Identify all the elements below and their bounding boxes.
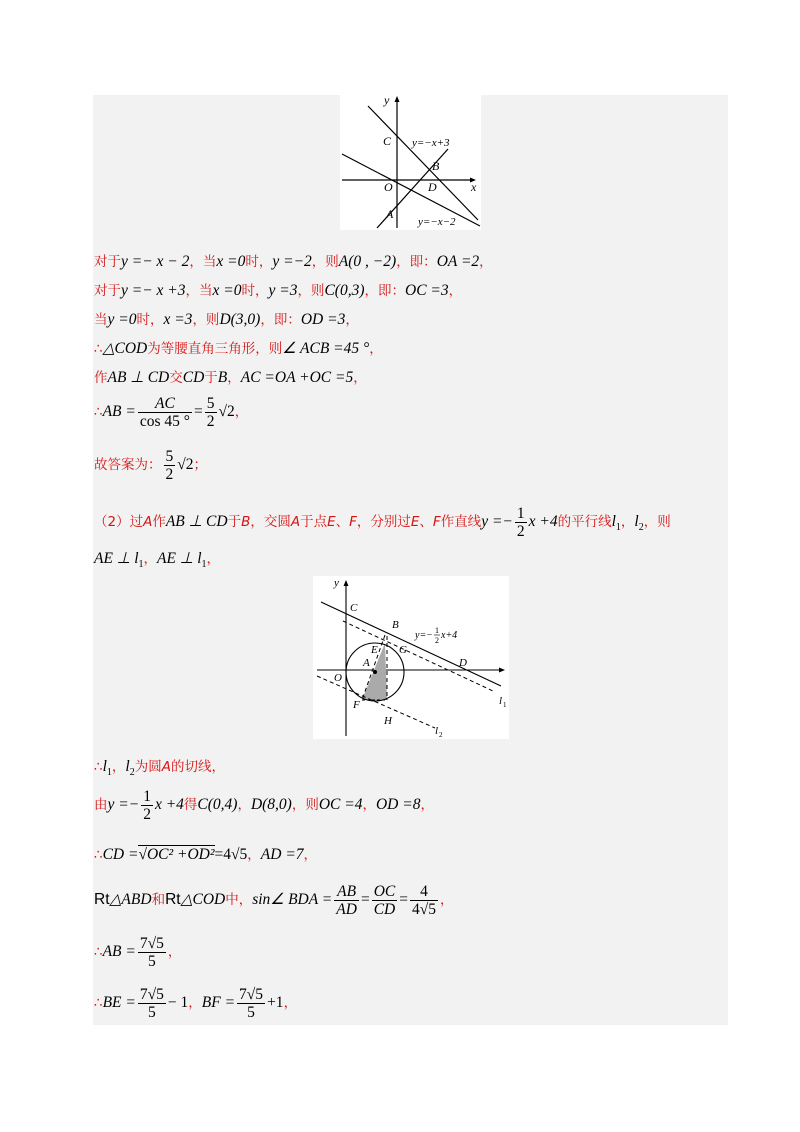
label-l2: l bbox=[435, 725, 439, 737]
line-15: ∴BE = $\frac{7√5}{5}$ − 1，BF = $\frac{7√5}{5}$ +1， bbox=[94, 986, 298, 1021]
line-11: 由y =− $\frac{1}{2}$ x +4得C(0,4)，D(8,0)，则OC =4，OD =8， bbox=[94, 788, 434, 823]
label-o: O bbox=[384, 180, 393, 194]
figure-2-graph bbox=[313, 576, 509, 739]
label-c: C bbox=[350, 602, 358, 614]
svg-text:2: 2 bbox=[435, 636, 439, 645]
label-h: H bbox=[384, 715, 392, 727]
label-d: D bbox=[459, 657, 467, 669]
label-eq: y=− bbox=[415, 630, 433, 641]
line-6: ∴AB = $\frac{AC}{\cos 45 ^\circ}$ = $\frac{5}{2}$ √2， bbox=[94, 395, 249, 430]
label-b: B bbox=[432, 159, 440, 173]
line-y-neg-x-plus-3 bbox=[368, 106, 478, 220]
svg-text:x+4: x+4 bbox=[441, 630, 458, 641]
line-9: AE ⊥ $l_1$，AE ⊥ $l_1$， bbox=[94, 550, 220, 570]
label-c: C bbox=[383, 134, 392, 148]
line-13: Rt△ABD和Rt△COD中，sin∠ BDA = $\frac{AB}{AD}$ = $\frac{OC}{CD}$ = $\frac{4}{4√5}$ ， bbox=[94, 883, 454, 918]
figure-1-graph bbox=[340, 94, 481, 230]
figure-1-svg bbox=[340, 94, 481, 230]
label-d: D bbox=[428, 180, 437, 194]
label-x: x bbox=[471, 180, 477, 194]
svg-text:2: 2 bbox=[439, 731, 443, 739]
label-g: G bbox=[399, 644, 407, 656]
line-14: ∴AB = $\frac{7√5}{5}$ ， bbox=[94, 935, 182, 970]
line-3: 当y =0时，x =3，则D(3,0)，即：OD =3， bbox=[94, 311, 359, 328]
label-eq2: y=−x−2 bbox=[418, 216, 456, 228]
line-7: 故答案为： $\frac{5}{2}$ √2； bbox=[94, 448, 208, 483]
label-a: A bbox=[363, 657, 370, 669]
svg-text:1: 1 bbox=[435, 626, 439, 635]
label-e: E bbox=[371, 644, 378, 656]
line-8: （2）过A作AB ⊥ CD于B，交圆A于点E、F，分别过E、F作直线y =− $\frac{1}{2}$ x +4的平行线$l_1$，$l_2$，则 bbox=[94, 505, 671, 540]
line-cd bbox=[321, 602, 501, 686]
label-y: y bbox=[334, 577, 339, 589]
line-12: ∴CD =√OC² +OD²=4√5，AD =7， bbox=[94, 846, 318, 863]
label-eq1: y=−x+3 bbox=[412, 137, 450, 149]
label-b: B bbox=[392, 619, 399, 631]
figure-2-svg bbox=[313, 576, 509, 739]
line-10: $\therefore l_1$，$l_2$为圆A的切线， bbox=[94, 758, 225, 778]
label-l1: l bbox=[499, 695, 503, 707]
line-4: ∴△COD为等腰直角三角形，则∠ ACB =45 °， bbox=[94, 340, 383, 357]
label-a: A bbox=[386, 207, 394, 221]
label-f: F bbox=[353, 699, 360, 711]
label-o: O bbox=[334, 672, 342, 684]
line-2: 对于y =− x +3，当x =0时，y =3，则C(0,3)，即：OC =3， bbox=[94, 282, 463, 299]
label-y: y bbox=[384, 94, 390, 107]
line-5: 作AB ⊥ CD交CD于B，AC =OA +OC =5， bbox=[94, 369, 367, 386]
line-1: 对于y =− x − 2，当x =0时，y =−2，则A(0 , −2)，即：OA =2， bbox=[94, 253, 493, 270]
svg-text:1: 1 bbox=[503, 701, 507, 709]
